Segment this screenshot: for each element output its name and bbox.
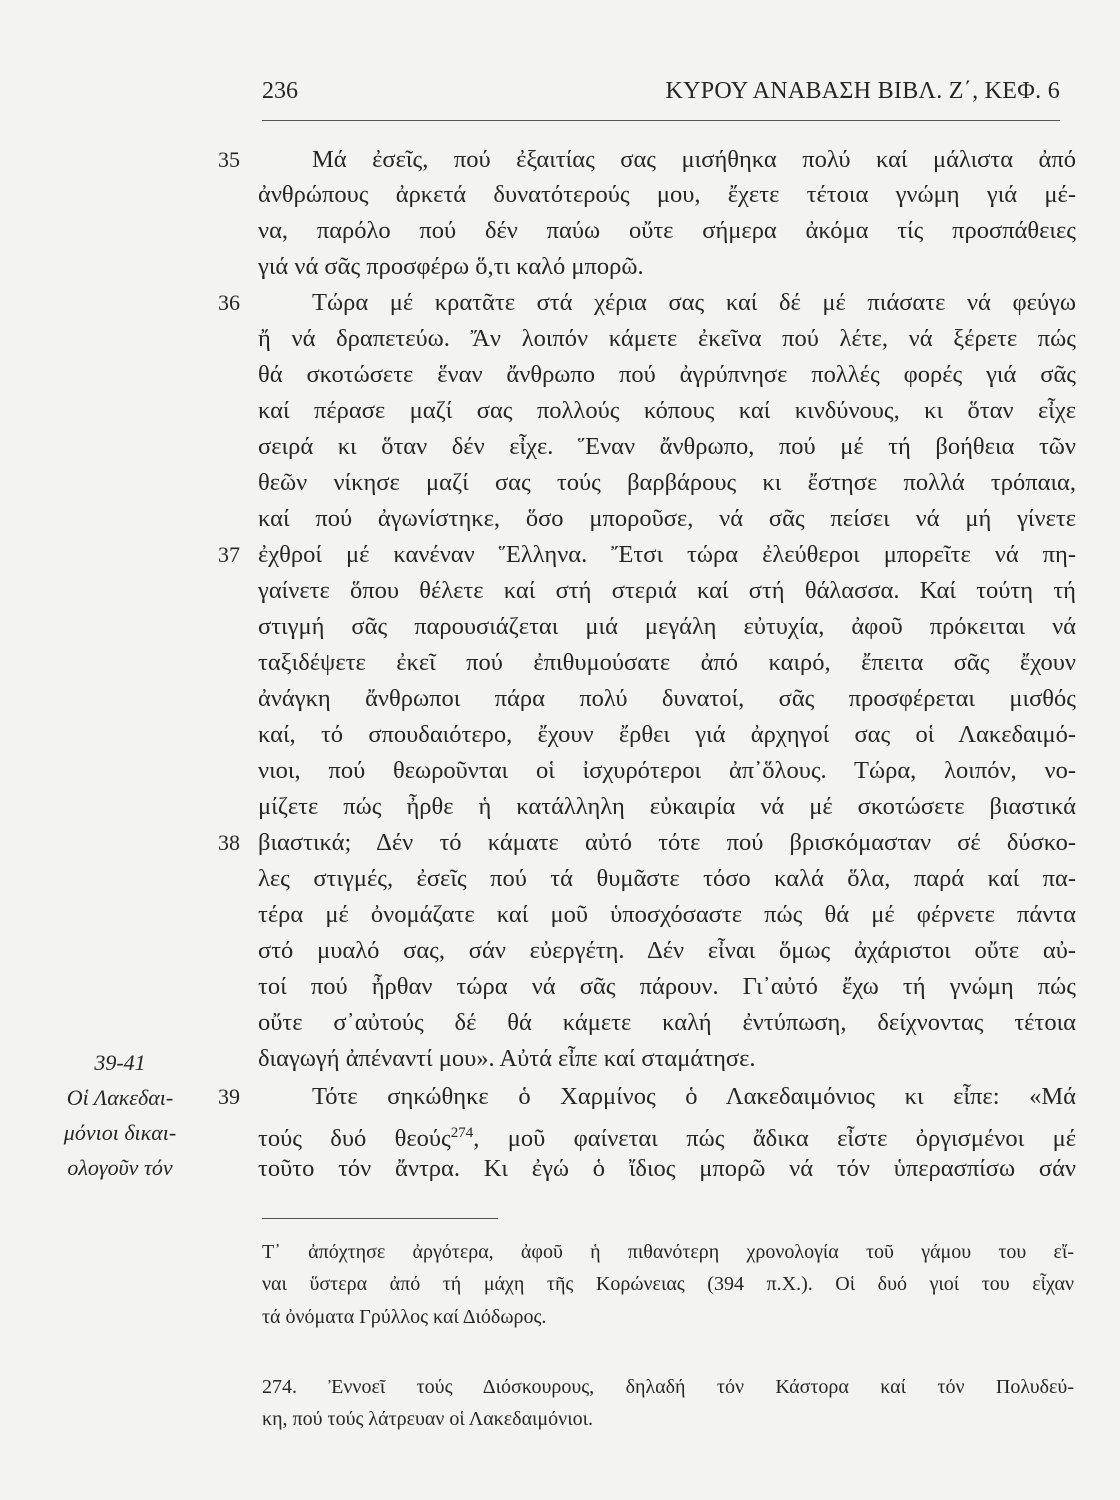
text-line: ἐχθροί μέ κανέναν Ἕλληνα. Ἔτσι τώρα ἐλεύθεροι μπορεῖτε νά πη- xyxy=(258,541,1076,568)
text-line: σειρά κι ὅταν δέν εἶχε. Ἕναν ἄνθρωπο, πού μέ τή βοήθεια τῶν xyxy=(258,433,1076,460)
section-number: 37 xyxy=(218,542,240,567)
text-line: στό μυαλό σας, σάν εὐεργέτη. Δέν εἶναι ὅμως ἀχάριστοι οὔτε αὐ- xyxy=(258,937,1076,964)
running-head: ΚΥΡΟΥ ΑΝΑΒΑΣΗ ΒΙΒΛ. Ζ΄, ΚΕΦ. 6 xyxy=(665,78,1060,104)
text-line: διαγωγή ἀπέναντί μου». Αὐτά εἶπε καί σταμάτησε. xyxy=(258,1045,756,1072)
text-fragment: τούς δυό θεούς xyxy=(258,1125,451,1153)
text-line: βιαστικά; Δέν τό κάματε αὐτό τότε πού βρισκόμασταν σέ δύσκο- xyxy=(258,829,1076,856)
text-line: καί, τό σπουδαιότερο, ἔχουν ἔρθει γιά ἀρχηγοί σας οἱ Λακεδαιμό- xyxy=(258,721,1076,748)
text-line: Μά ἐσεῖς, πού ἐξαιτίας σας μισήθηκα πολύ καί μάλιστα ἀπό xyxy=(312,146,1076,173)
text-line: οὔτε σ᾽αὐτούς δέ θά κάμετε καλή ἐντύπωση, δείχνοντας τέτοια xyxy=(258,1009,1076,1036)
footnote-274: 274. Ἐννοεῖ τούς Διόσκουρους, δηλαδή τόν Κάστορα καί τόν Πολυδεύ- xyxy=(262,1376,1074,1398)
footnote-reference[interactable]: 274 xyxy=(450,1125,474,1141)
text-line: γιά νά σᾶς προσφέρω ὅ,τι καλό μπορῶ. xyxy=(258,253,644,280)
section-number: 39 xyxy=(218,1084,240,1109)
text-line-with-footnote-ref xyxy=(258,1118,1076,1154)
footnote-line: Τ᾽ ἀπόχτησε ἀργότερα, ἀφοῦ ἡ πιθανότερη χρονολογία τοῦ γάμου του εἴ- xyxy=(262,1241,1074,1263)
page-header xyxy=(262,68,1060,112)
text-line: θά σκοτώσετε ἕναν ἄνθρωπο πού ἀγρύπνησε πολλές φορές γιά σᾶς xyxy=(258,361,1076,388)
section-number: 36 xyxy=(218,290,240,315)
text-line: νιοι, πού θεωροῦνται οἱ ἰσχυρότεροι ἀπ᾽ὅλους. Τώρα, λοιπόν, νο- xyxy=(258,757,1076,784)
text-line: στιγμή σᾶς παρουσιάζεται μιά μεγάλη εὐτυχία, ἀφοῦ πρόκειται νά xyxy=(258,613,1076,640)
text-line: μίζετε πώς ἦρθε ἡ κατάλληλη εὐκαιρία νά μέ σκοτώσετε βιαστικά xyxy=(258,793,1076,820)
footnote-rule xyxy=(262,1218,498,1219)
text-line: ἀνθρώπους ἀρκετά δυνατότερούς μου, ἔχετε τέτοια γνώμη γιά μέ- xyxy=(258,181,1076,208)
text-line: τοί πού ἦρθαν τώρα νά σᾶς πάρουν. Γι᾽αὐτό ἔχω τή γνώμη πώς xyxy=(258,973,1076,1000)
text-line: τοῦτο τόν ἄντρα. Κι ἐγώ ὁ ἴδιος μπορῶ νά τόν ὑπερασπίσω σάν xyxy=(258,1155,1076,1182)
text-line: Τώρα μέ κρατᾶτε στά χέρια σας καί δέ μέ πιάσατε νά φεύγω xyxy=(312,289,1076,316)
margin-note-line: Οἱ Λακεδαι- xyxy=(66,1085,174,1110)
text-line: λες στιγμές, ἐσεῖς πού τά θυμᾶστε τόσο καλά ὅλα, παρά καί πα- xyxy=(258,865,1076,892)
section-number: 35 xyxy=(218,147,240,172)
header-rule xyxy=(262,120,1060,121)
text-line: Τότε σηκώθηκε ὁ Χαρμίνος ὁ Λακεδαιμόνιος κι εἶπε: «Μά xyxy=(312,1083,1076,1110)
text-line: τέρα μέ ὀνομάζατε καί μοῦ ὑποσχόσαστε πώς θά μέ φέρνετε πάντα xyxy=(258,901,1076,928)
margin-note-line: ολογοῦν τόν xyxy=(67,1155,173,1180)
page-number: 236 xyxy=(262,78,298,104)
text-line: καί πέρασε μαζί σας πολλούς κόπους καί κινδύνους, κι ὅταν εἶχε xyxy=(258,397,1076,424)
text-line: να, παρόλο πού δέν παύω οὔτε σήμερα ἀκόμα τίς προσπάθειες xyxy=(258,217,1076,244)
text-line: ταξιδέψετε ἐκεῖ πού ἐπιθυμούσατε ἀπό καιρό, ἔπειτα σᾶς ἔχουν xyxy=(258,649,1076,676)
footnote-line: κη, πού τούς λάτρευαν οἱ Λακεδαιμόνιοι. xyxy=(262,1408,593,1430)
footnote-line: τά ὀνόματα Γρύλλος καί Διόδωρος. xyxy=(262,1306,547,1328)
text-line: γαίνετε ὅπου θέλετε καί στή στεριά καί στή θάλασσα. Καί τούτη τή xyxy=(258,577,1076,604)
text-line: θεῶν νίκησε μαζί σας τούς βαρβάρους κι ἔστησε πολλά τρόπαια, xyxy=(258,469,1076,496)
text-line: καί πού ἀγωνίστηκε, ὅσο μποροῦσε, νά σᾶς πείσει νά μή γίνετε xyxy=(258,505,1076,532)
section-number: 38 xyxy=(218,830,240,855)
text-fragment: , μοῦ φαίνεται πώς ἄδικα εἶστε ὀργισμένοι μέ xyxy=(473,1125,1076,1153)
margin-note-line: μόνιοι δικαι- xyxy=(63,1120,177,1145)
text-line: ἤ νά δραπετεύω. Ἄν λοιπόν κάμετε ἐκεῖνα πού λέτε, νά ξέρετε πώς xyxy=(258,325,1076,352)
margin-note-line: 39-41 xyxy=(94,1050,146,1075)
text-line: ἀνάγκη ἄνθρωποι πάρα πολύ δυνατοί, σᾶς προσφέρεται μισθός xyxy=(258,685,1076,712)
footnote-line: ναι ὕστερα ἀπό τή μάχη τῆς Κορώνειας (394 π.Χ.). Οἱ δυό γιοί του εἶχαν xyxy=(262,1273,1074,1295)
